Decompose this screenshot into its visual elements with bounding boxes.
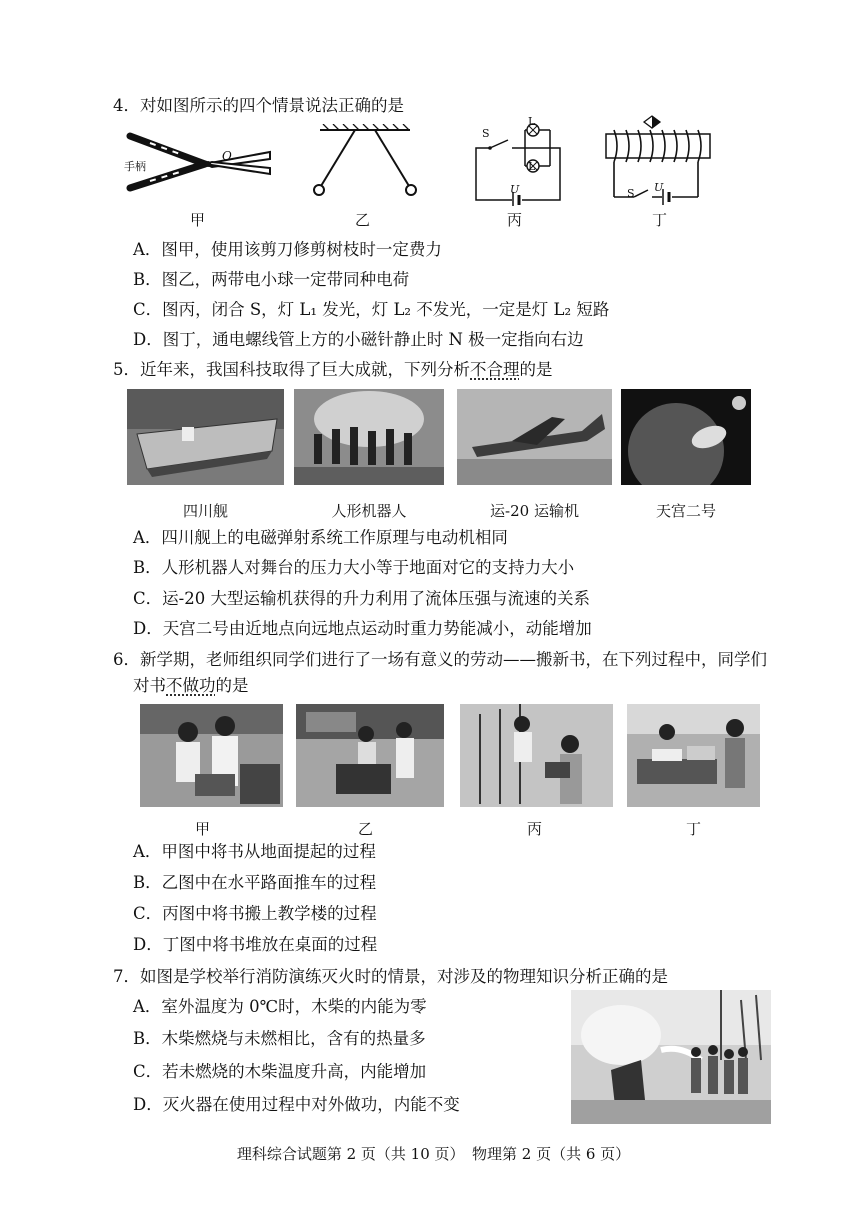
q6-caption-jia: 甲 — [195, 820, 211, 838]
q6-stem-emphasis: 不做功 — [166, 676, 216, 695]
q4-fig-yi-balls — [305, 124, 425, 204]
q4-option-a: A．图甲，使用该剪刀修剪树枝时一定费力 — [133, 240, 442, 259]
q4-handle-label: 手柄 — [124, 160, 146, 173]
q4-pivot-label: O — [222, 149, 232, 163]
q6-option-d: D．丁图中将书堆放在桌面的过程 — [133, 935, 378, 954]
q4-s2-label: S — [627, 187, 635, 200]
q6-photo-ding — [627, 704, 760, 807]
q5-caption-2: 人形机器人 — [331, 502, 407, 520]
q6-photo-yi — [296, 704, 444, 807]
q5-photo-tiangong2 — [621, 389, 751, 485]
q5-option-d: D．天宫二号由近地点向远地点运动时重力势能减小，动能增加 — [133, 619, 592, 638]
q6-stem-part-a: 对书 — [133, 676, 166, 695]
q6-caption-bing: 丙 — [527, 820, 543, 838]
q5-caption-1: 四川舰 — [182, 502, 228, 520]
q6-photo-jia — [140, 704, 283, 807]
page-footer: 理科综合试题第 2 页（共 10 页） 物理第 2 页（共 6 页） — [236, 1145, 631, 1163]
q4-caption-ding: 丁 — [652, 211, 668, 229]
q6-option-c: C．丙图中将书搬上教学楼的过程 — [133, 904, 377, 923]
q7-option-a: A．室外温度为 0℃时，木柴的内能为零 — [133, 997, 427, 1016]
q5-caption-4: 天宫二号 — [655, 502, 716, 520]
q4-option-c: C．图丙，闭合 S，灯 L₁ 发光，灯 L₂ 不发光，一定是灯 L₂ 短路 — [133, 300, 610, 319]
q5-photo-y20-aircraft — [457, 389, 612, 485]
q5-stem — [113, 360, 553, 380]
q7-option-b: B．木柴燃烧与未燃相比，含有的热量多 — [133, 1029, 426, 1048]
q4-s-label: S — [482, 127, 490, 140]
q7-photo-fire-drill — [571, 990, 771, 1124]
q4-l1-label: L — [528, 115, 536, 128]
q5-option-a: A．四川舰上的电磁弹射系统工作原理与电动机相同 — [133, 528, 508, 547]
q5-photo-humanoid-robots — [294, 389, 444, 485]
q4-u2-label: U — [654, 181, 664, 194]
q4-caption-yi: 乙 — [355, 211, 371, 229]
q4-l2-label: L — [528, 160, 536, 173]
q7-stem: 7．如图是学校举行消防演练灭火时的情景，对涉及的物理知识分析正确的是 — [113, 967, 668, 986]
q6-caption-yi: 乙 — [358, 820, 374, 838]
q6-stem-line1: 6．新学期，老师组织同学们进行了一场有意义的劳动——搬新书，在下列过程中，同学们 — [113, 650, 767, 669]
q4-caption-jia: 甲 — [190, 211, 206, 229]
q5-photo-sichuan-ship — [127, 389, 284, 485]
q4-stem: 4．对如图所示的四个情景说法正确的是 — [113, 96, 404, 115]
q4-caption-bing: 丙 — [507, 211, 523, 229]
q6-option-a: A．甲图中将书从地面提起的过程 — [133, 842, 376, 861]
q5-option-c: C．运-20 大型运输机获得的升力利用了流体压强与流速的关系 — [133, 589, 590, 608]
q4-option-d: D．图丁，通电螺线管上方的小磁针静止时 N 极一定指向右边 — [133, 330, 584, 349]
q6-stem-line2 — [133, 676, 249, 696]
q5-caption-3: 运-20 运输机 — [490, 502, 579, 520]
q7-option-d: D．灭火器在使用过程中对外做功，内能不变 — [133, 1095, 460, 1114]
q5-stem-part-a: 5．近年来，我国科技取得了巨大成就，下列分析 — [113, 360, 470, 379]
q6-option-b: B．乙图中在水平路面推车的过程 — [133, 873, 377, 892]
q4-u-label: U — [510, 183, 520, 196]
q6-stem-part-c: 的是 — [215, 676, 249, 695]
q6-photo-bing — [460, 704, 613, 807]
q5-option-b: B．人形机器人对舞台的压力大小等于地面对它的支持力大小 — [133, 558, 575, 577]
q5-stem-part-c: 的是 — [519, 360, 553, 379]
q7-option-c: C．若未燃烧的木柴温度升高，内能增加 — [133, 1062, 427, 1081]
q4-option-b: B．图乙，两带电小球一定带同种电荷 — [133, 270, 410, 289]
q5-stem-emphasis: 不合理 — [470, 360, 520, 379]
q6-caption-ding: 丁 — [686, 820, 702, 838]
